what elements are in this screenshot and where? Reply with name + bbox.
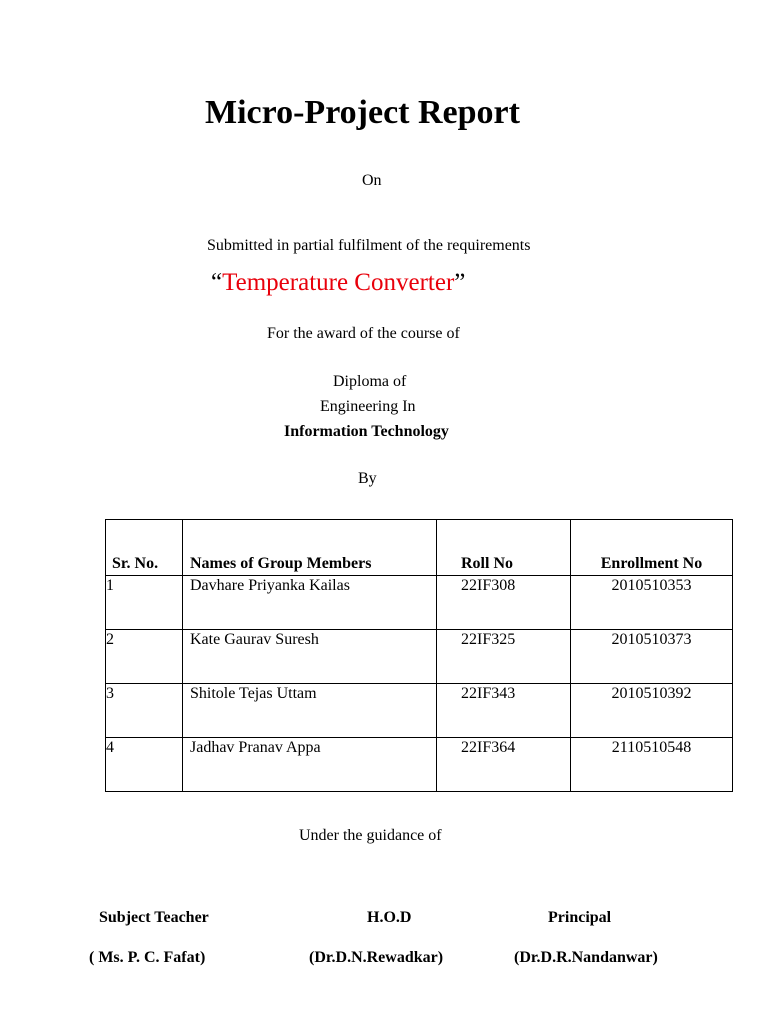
principal-name: (Dr.D.R.Nandanwar) bbox=[514, 949, 658, 966]
on-label: On bbox=[362, 172, 382, 189]
cell-sr-no: 1 bbox=[106, 576, 183, 630]
hod-role: H.O.D bbox=[367, 909, 412, 926]
cell-sr-no: 4 bbox=[106, 738, 183, 792]
award-text: For the award of the course of bbox=[267, 325, 460, 342]
header-roll-no: Roll No bbox=[437, 520, 571, 576]
by-label: By bbox=[358, 470, 377, 487]
table-header-row bbox=[106, 520, 733, 576]
header-sr-no: Sr. No. bbox=[106, 520, 183, 576]
subject-teacher-role: Subject Teacher bbox=[99, 909, 209, 926]
hod-name: (Dr.D.N.Rewadkar) bbox=[309, 949, 444, 966]
cell-roll-no: 22IF364 bbox=[437, 738, 571, 792]
open-quote: “ bbox=[211, 269, 223, 296]
principal-role: Principal bbox=[548, 909, 612, 926]
close-quote: ” bbox=[454, 269, 466, 296]
cell-sr-no: 2 bbox=[106, 630, 183, 684]
submitted-text: Submitted in partial fulfilment of the requirements bbox=[207, 237, 531, 254]
cell-enrollment-no: 2010510353 bbox=[571, 576, 733, 630]
table-row bbox=[106, 630, 733, 684]
table-row bbox=[106, 738, 733, 792]
members-table bbox=[105, 519, 733, 792]
header-names: Names of Group Members bbox=[183, 520, 437, 576]
branch-text: Information Technology bbox=[284, 423, 449, 440]
cell-enrollment-no: 2010510392 bbox=[571, 684, 733, 738]
cell-name: Davhare Priyanka Kailas bbox=[183, 576, 437, 630]
cell-name: Jadhav Pranav Appa bbox=[183, 738, 437, 792]
subject-teacher-name: ( Ms. P. C. Fafat) bbox=[89, 949, 206, 966]
report-title: Micro-Project Report bbox=[205, 94, 520, 131]
cell-roll-no: 22IF325 bbox=[437, 630, 571, 684]
guidance-label: Under the guidance of bbox=[299, 827, 442, 844]
cell-enrollment-no: 2110510548 bbox=[571, 738, 733, 792]
table-row bbox=[106, 576, 733, 630]
cell-name: Kate Gaurav Suresh bbox=[183, 630, 437, 684]
header-enrollment-no: Enrollment No bbox=[571, 520, 733, 576]
table-row bbox=[106, 684, 733, 738]
cell-name: Shitole Tejas Uttam bbox=[183, 684, 437, 738]
engineering-text: Engineering In bbox=[320, 398, 416, 415]
project-title bbox=[211, 269, 465, 297]
project-name: Temperature Converter bbox=[222, 269, 455, 296]
cell-roll-no: 22IF343 bbox=[437, 684, 571, 738]
cell-roll-no: 22IF308 bbox=[437, 576, 571, 630]
diploma-text: Diploma of bbox=[333, 373, 407, 390]
cell-sr-no: 3 bbox=[106, 684, 183, 738]
cell-enrollment-no: 2010510373 bbox=[571, 630, 733, 684]
